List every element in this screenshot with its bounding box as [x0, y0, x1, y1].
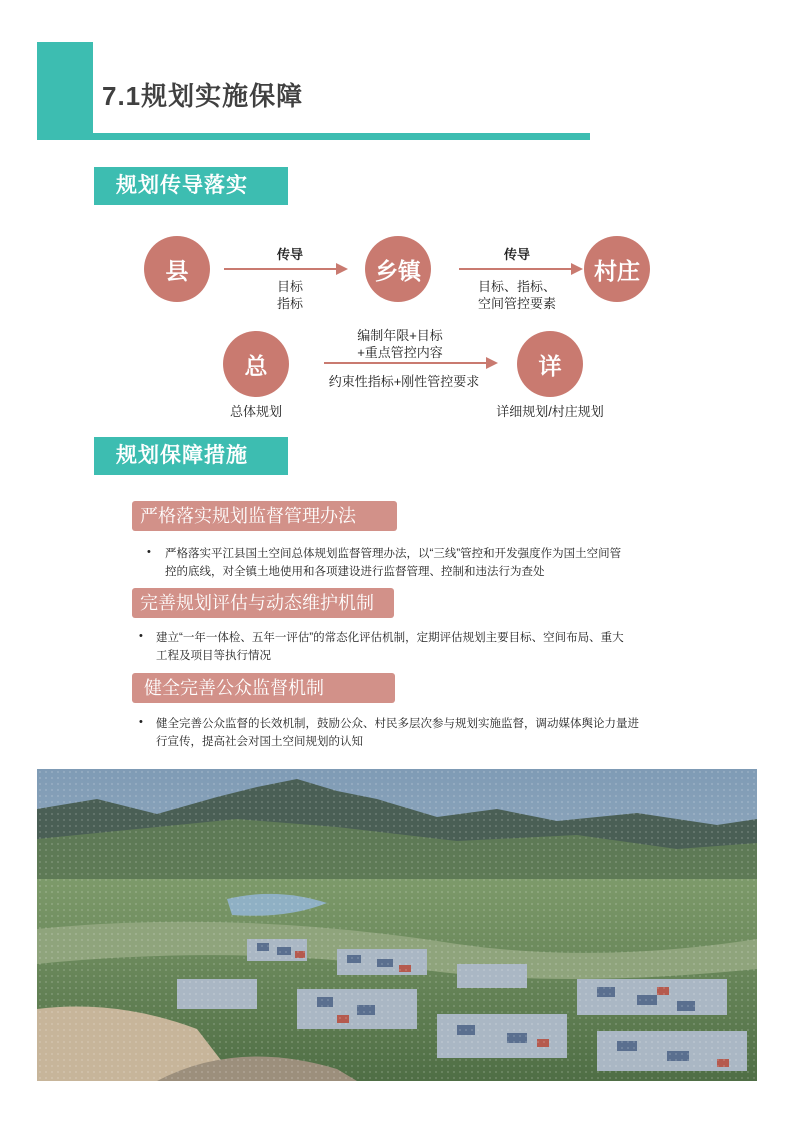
aerial-village-photo — [37, 769, 757, 1081]
flow2-top-label-1: 编制年限+目标 — [357, 328, 443, 343]
arrow-head-icon — [336, 263, 348, 275]
measure-3-text-line-1: 健全完善公众监督的长效机制，鼓励公众、村民多层次参与规划实施监督，调动媒体舆论力量进 — [156, 718, 639, 730]
arrow-township-village — [459, 268, 573, 270]
bullet-icon: • — [139, 630, 143, 642]
master-plan-caption: 总体规划 — [229, 404, 282, 419]
measure-3-text-line-2: 行宣传，提高社会对国土空间规划的认知 — [156, 736, 363, 748]
node-village: 村庄 — [584, 236, 650, 302]
arrow1-bottom-label-2: 指标 — [276, 296, 303, 311]
bullet-icon: • — [147, 546, 151, 558]
measure-title-evaluation: 完善规划评估与动态维护机制 — [132, 588, 394, 618]
arrow1-top-label: 传导 — [276, 247, 303, 262]
arrow-head-icon — [486, 357, 498, 369]
measure-title-supervision: 严格落实规划监督管理办法 — [132, 501, 397, 531]
arrow1-bottom-label-1: 目标 — [276, 279, 303, 294]
arrow2-top-label: 传导 — [503, 247, 530, 262]
measure-title-public-supervision: 健全完善公众监督机制 — [132, 673, 395, 703]
title-underline — [37, 133, 590, 140]
node-county: 县 — [144, 236, 210, 302]
section-title-measures: 规划保障措施 — [94, 437, 288, 475]
node-master-plan: 总 — [223, 331, 289, 397]
arrow-county-township — [224, 268, 338, 270]
detailed-plan-caption: 详细规划/村庄规划 — [496, 404, 604, 419]
measure-1-text-line-1: 严格落实平江县国土空间总体规划监督管理办法，以“三线”管控和开发强度作为国土空间管 — [165, 548, 622, 560]
arrow2-bottom-label-1: 目标、指标、 — [477, 279, 556, 294]
measure-2-text-line-2: 工程及项目等执行情况 — [156, 650, 271, 662]
flow2-top-label-2: +重点管控内容 — [357, 345, 443, 360]
arrow2-bottom-label-2: 空间管控要素 — [477, 296, 556, 311]
section-title-transmission: 规划传导落实 — [94, 167, 288, 205]
arrow-master-detailed — [324, 362, 488, 364]
node-detailed-plan: 详 — [517, 331, 583, 397]
page-title: 7.1规划实施保障 — [102, 81, 304, 111]
measure-1-text-line-2: 控的底线，对全镇土地使用和各项建设进行监督管理、控制和违法行为查处 — [165, 566, 545, 578]
arrow-head-icon — [571, 263, 583, 275]
bullet-icon: • — [139, 716, 143, 728]
node-township: 乡镇 — [365, 236, 431, 302]
flow2-bottom-label: 约束性指标+刚性管控要求 — [328, 374, 480, 389]
title-accent-block — [37, 42, 93, 140]
measure-2-text-line-1: 建立“一年一体检、五年一评估”的常态化评估机制，定期评估规划主要目标、空间布局、重大 — [156, 632, 624, 644]
